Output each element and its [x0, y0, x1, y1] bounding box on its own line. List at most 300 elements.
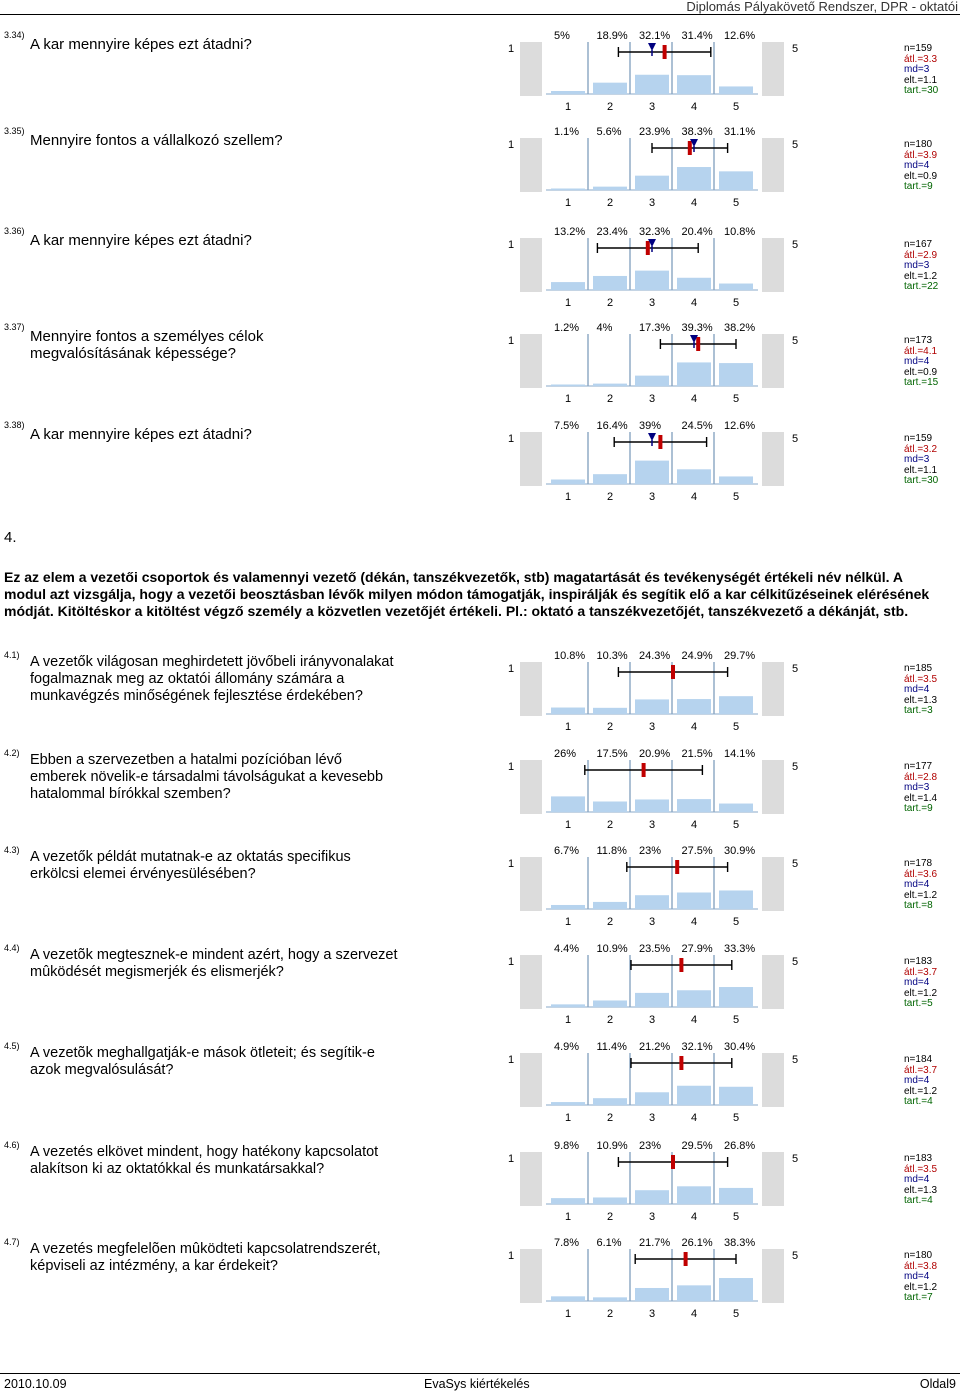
- distribution-bar: [593, 1197, 627, 1204]
- percent-label: 20.9%: [639, 748, 671, 760]
- percent-label: 26.1%: [681, 1237, 713, 1249]
- stat-mean: átl.=2.9: [904, 249, 938, 261]
- question-text: A kar mennyire képes ezt átadni?: [30, 426, 252, 443]
- stat-abstain: tart.=8: [904, 900, 933, 912]
- percent-label: 31.1%: [724, 126, 756, 138]
- stat-n: n=159: [904, 433, 933, 444]
- stat-abstain: tart.=5: [904, 998, 933, 1010]
- mean-marker: [684, 1252, 688, 1266]
- distribution-bar: [635, 699, 669, 714]
- distribution-bar: [677, 75, 711, 94]
- scale-max-label: 5: [792, 1153, 799, 1165]
- scale-tick-label: 3: [649, 297, 656, 309]
- scale-tick-label: 2: [607, 916, 614, 928]
- scale-min-block: [520, 138, 542, 192]
- distribution-bar: [551, 189, 585, 191]
- question-number: 3.34): [4, 30, 25, 40]
- scale-tick-label: 1: [565, 1112, 572, 1124]
- scale-tick-label: 1: [565, 1308, 572, 1320]
- scale-tick-label: 5: [733, 197, 740, 209]
- stat-n: n=167: [904, 239, 933, 250]
- percent-label: 4%: [596, 322, 613, 334]
- percent-label: 10.8%: [554, 650, 586, 662]
- question-text: A vezetõk megtesznek-e mindent azért, hogy a szervezet mûködését megismerjék és elismerjék?: [30, 947, 398, 980]
- question-number: 3.38): [4, 420, 25, 430]
- distribution-bar: [551, 796, 585, 812]
- percent-label: 13.2%: [554, 226, 586, 238]
- stats-block: [904, 44, 938, 97]
- distribution-bar: [551, 708, 585, 714]
- percent-label: 38.3%: [681, 126, 713, 138]
- question-number: 3.36): [4, 226, 25, 236]
- scale-tick-label: 4: [691, 393, 698, 405]
- scale-tick-label: 1: [565, 1014, 572, 1026]
- stat-mean: átl.=3.9: [904, 149, 938, 161]
- scale-tick-label: 5: [733, 1014, 740, 1026]
- percent-label: 29.5%: [681, 1140, 713, 1152]
- scale-max-label: 5: [792, 433, 799, 445]
- distribution-bar: [719, 476, 753, 484]
- distribution-bar: [551, 480, 585, 485]
- scale-max-block: [762, 1053, 784, 1107]
- distribution-chart: [500, 1039, 800, 1130]
- scale-min-label: 1: [508, 335, 515, 347]
- stat-mean: átl.=4.1: [904, 345, 938, 357]
- percent-label: 16.4%: [596, 420, 628, 432]
- stat-mean: átl.=3.2: [904, 443, 938, 455]
- footer-page: Oldal9: [919, 1377, 956, 1391]
- distribution-bar: [635, 1288, 669, 1301]
- stat-n: n=180: [904, 139, 933, 150]
- distribution-chart: [500, 418, 800, 509]
- scale-min-label: 1: [508, 1250, 515, 1262]
- scale-tick-label: 1: [565, 393, 572, 405]
- stat-sd: elt.=0.9: [904, 366, 938, 378]
- scale-min-label: 1: [508, 663, 515, 675]
- scale-min-block: [520, 955, 542, 1009]
- percent-label: 26%: [554, 748, 577, 760]
- scale-tick-label: 3: [649, 721, 656, 733]
- document-header-title: Diplomás Pályakövető Rendszer, DPR - oktatói: [686, 0, 958, 14]
- mean-marker: [663, 45, 667, 59]
- stats-block: [904, 1154, 937, 1207]
- scale-tick-label: 4: [691, 491, 698, 503]
- scale-min-block: [520, 857, 542, 911]
- stat-abstain: tart.=4: [904, 1096, 933, 1108]
- stat-mean: átl.=2.8: [904, 771, 938, 783]
- distribution-bar: [719, 1087, 753, 1105]
- stat-n: n=159: [904, 43, 933, 54]
- percent-label: 24.9%: [681, 650, 713, 662]
- percent-label: 23%: [639, 1140, 662, 1152]
- scale-tick-label: 4: [691, 1112, 698, 1124]
- percent-label: 1.1%: [554, 126, 580, 138]
- distribution-bar: [593, 276, 627, 290]
- stat-sd: elt.=0.9: [904, 170, 938, 182]
- distribution-bar: [551, 905, 585, 909]
- distribution-bar: [593, 83, 627, 94]
- percent-label: 39.3%: [681, 322, 713, 334]
- percent-label: 4.9%: [554, 1041, 580, 1053]
- stat-n: n=184: [904, 1054, 933, 1065]
- scale-min-block: [520, 1152, 542, 1206]
- scale-tick-label: 4: [691, 916, 698, 928]
- stat-n: n=177: [904, 761, 933, 772]
- distribution-bar: [635, 176, 669, 190]
- scale-max-label: 5: [792, 1054, 799, 1066]
- percent-label: 17.5%: [596, 748, 628, 760]
- distribution-bar: [551, 1198, 585, 1204]
- distribution-bar: [677, 1285, 711, 1301]
- scale-tick-label: 5: [733, 101, 740, 113]
- scale-tick-label: 1: [565, 1211, 572, 1223]
- mean-marker: [671, 1155, 675, 1169]
- scale-min-block: [520, 1053, 542, 1107]
- stat-n: n=173: [904, 335, 933, 346]
- scale-max-label: 5: [792, 1250, 799, 1262]
- scale-max-block: [762, 955, 784, 1009]
- distribution-chart: [500, 224, 800, 315]
- percent-label: 10.3%: [596, 650, 628, 662]
- scale-max-label: 5: [792, 239, 799, 251]
- scale-min-block: [520, 334, 542, 388]
- scale-tick-label: 5: [733, 1308, 740, 1320]
- stat-abstain: tart.=4: [904, 1195, 933, 1207]
- footer-center: EvaSys kiértékelés: [424, 1377, 530, 1391]
- percent-label: 31.4%: [681, 30, 713, 42]
- question-text: A vezetõk meghallgatják-e mások ötleteit; és segítik-e azok megvalósulását?: [30, 1045, 375, 1078]
- stats-block: [904, 434, 938, 487]
- percent-label: 26.8%: [724, 1140, 756, 1152]
- section-number: 4.: [4, 529, 17, 546]
- question-number: 4.4): [4, 943, 20, 953]
- scale-tick-label: 5: [733, 721, 740, 733]
- percent-label: 10.9%: [596, 1140, 628, 1152]
- scale-tick-label: 2: [607, 491, 614, 503]
- scale-tick-label: 1: [565, 197, 572, 209]
- distribution-bar: [551, 282, 585, 290]
- distribution-bar: [677, 1186, 711, 1204]
- stat-abstain: tart.=30: [904, 475, 939, 487]
- stat-sd: elt.=1.3: [904, 694, 938, 706]
- scale-tick-label: 3: [649, 1112, 656, 1124]
- mean-marker: [675, 860, 679, 874]
- scale-max-block: [762, 1152, 784, 1206]
- stat-sd: elt.=1.2: [904, 889, 938, 901]
- percent-label: 21.2%: [639, 1041, 671, 1053]
- footer-divider: [0, 1373, 960, 1374]
- question-text: A kar mennyire képes ezt átadni?: [30, 36, 252, 53]
- distribution-bar: [719, 363, 753, 386]
- scale-max-label: 5: [792, 663, 799, 675]
- scale-tick-label: 2: [607, 297, 614, 309]
- percent-label: 17.3%: [639, 322, 671, 334]
- scale-tick-label: 3: [649, 393, 656, 405]
- section-intro: Ez az elem a vezetői csoportok és valamennyi vezető (dékán, tanszékvezetők, stb) magatartását és tevékenységét értékeli név nélkül. A modul azt vizsgálja, hogy a vezetői beosztásban lévők milyen módon támogatják, inspirálják és segítik elő a kar célkitűzéseinek elérésének módját. Kitöltéskor a kitöltést végző személy a közvetlen vezetőjét értékeli. Pl.: oktató a tanszékvezetőjét, tanszékvezető a dékánját, stb.: [4, 569, 930, 619]
- distribution-bar: [719, 1188, 753, 1204]
- stat-n: n=180: [904, 1250, 933, 1261]
- distribution-bar: [677, 278, 711, 290]
- scale-max-block: [762, 138, 784, 192]
- mean-marker: [679, 1056, 683, 1070]
- stat-median: md=4: [904, 356, 930, 368]
- distribution-bar: [635, 895, 669, 909]
- distribution-chart: [500, 1138, 800, 1229]
- stat-abstain: tart.=30: [904, 85, 939, 97]
- question-number: 3.37): [4, 322, 25, 332]
- percent-label: 32.1%: [639, 30, 671, 42]
- distribution-bar: [593, 708, 627, 714]
- question-number: 4.1): [4, 650, 20, 660]
- scale-max-label: 5: [792, 858, 799, 870]
- distribution-bar: [635, 376, 669, 386]
- distribution-bar: [677, 1086, 711, 1105]
- distribution-bar: [551, 385, 585, 387]
- percent-label: 12.6%: [724, 30, 756, 42]
- distribution-bar: [635, 993, 669, 1007]
- stat-n: n=183: [904, 956, 933, 967]
- scale-min-label: 1: [508, 1153, 515, 1165]
- distribution-chart: [500, 124, 800, 215]
- percent-label: 6.1%: [596, 1237, 622, 1249]
- question-number: 3.35): [4, 126, 25, 136]
- distribution-bar: [593, 474, 627, 484]
- percent-label: 38.3%: [724, 1237, 756, 1249]
- distribution-bar: [593, 384, 627, 386]
- question-text: Mennyire fontos a vállalkozó szellem?: [30, 132, 283, 149]
- stat-median: md=4: [904, 160, 930, 172]
- stat-mean: átl.=3.7: [904, 1064, 938, 1076]
- stats-block: [904, 1251, 937, 1304]
- scale-max-block: [762, 857, 784, 911]
- percent-label: 5.6%: [596, 126, 622, 138]
- scale-min-block: [520, 238, 542, 292]
- distribution-bar: [677, 167, 711, 190]
- scale-max-block: [762, 1249, 784, 1303]
- distribution-chart: [500, 320, 800, 411]
- distribution-bar: [635, 271, 669, 290]
- percent-label: 32.1%: [681, 1041, 713, 1053]
- distribution-bar: [719, 804, 753, 812]
- distribution-bar: [719, 1278, 753, 1301]
- stat-sd: elt.=1.2: [904, 1085, 938, 1097]
- stat-median: md=4: [904, 977, 930, 989]
- distribution-bar: [551, 1102, 585, 1105]
- scale-tick-label: 3: [649, 491, 656, 503]
- stat-median: md=3: [904, 64, 930, 76]
- percent-label: 21.5%: [681, 748, 713, 760]
- mean-marker: [646, 241, 650, 255]
- percent-label: 24.5%: [681, 420, 713, 432]
- mean-marker: [671, 665, 675, 679]
- scale-tick-label: 1: [565, 297, 572, 309]
- stats-block: [904, 859, 937, 912]
- question-text: A vezetés megfelelõen mûködteti kapcsolatrendszerét, képviseli az intézmény, a kar érdekeit?: [30, 1241, 381, 1274]
- stat-abstain: tart.=3: [904, 705, 933, 717]
- question-text: A vezetők példát mutatnak-e az oktatás specifikus erkölcsi elemei érvényesülésében?: [30, 849, 351, 882]
- scale-max-label: 5: [792, 761, 799, 773]
- distribution-bar: [677, 699, 711, 714]
- stat-n: n=178: [904, 858, 933, 869]
- distribution-bar: [635, 75, 669, 94]
- stats-block: [904, 140, 937, 193]
- scale-tick-label: 5: [733, 1211, 740, 1223]
- scale-tick-label: 2: [607, 101, 614, 113]
- stat-abstain: tart.=9: [904, 803, 933, 815]
- scale-tick-label: 2: [607, 1112, 614, 1124]
- stat-median: md=4: [904, 684, 930, 696]
- stat-median: md=3: [904, 454, 930, 466]
- distribution-chart: [500, 941, 800, 1032]
- distribution-bar: [719, 696, 753, 714]
- question-text: A vezetés elkövet mindent, hogy hatékony kapcsolatot alakítson ki az oktatókkal és munkatársakkal?: [30, 1144, 379, 1177]
- stats-block: [904, 957, 937, 1010]
- scale-max-block: [762, 760, 784, 814]
- distribution-bar: [593, 1000, 627, 1007]
- scale-tick-label: 1: [565, 721, 572, 733]
- stat-median: md=4: [904, 1075, 930, 1087]
- stat-median: md=4: [904, 1271, 930, 1283]
- distribution-bar: [719, 890, 753, 909]
- scale-max-block: [762, 662, 784, 716]
- percent-label: 6.7%: [554, 845, 580, 857]
- stats-block: [904, 240, 938, 293]
- scale-tick-label: 4: [691, 1308, 698, 1320]
- scale-tick-label: 1: [565, 101, 572, 113]
- percent-label: 11.4%: [596, 1041, 627, 1053]
- scale-tick-label: 2: [607, 1211, 614, 1223]
- scale-tick-label: 3: [649, 1014, 656, 1026]
- scale-tick-label: 5: [733, 491, 740, 503]
- scale-tick-label: 3: [649, 197, 656, 209]
- scale-max-label: 5: [792, 139, 799, 151]
- mean-marker: [658, 435, 662, 449]
- scale-tick-label: 3: [649, 916, 656, 928]
- question-number: 4.5): [4, 1041, 20, 1051]
- distribution-bar: [551, 1004, 585, 1007]
- distribution-bar: [719, 284, 753, 290]
- distribution-bar: [635, 799, 669, 812]
- scale-min-label: 1: [508, 858, 515, 870]
- stat-sd: elt.=1.1: [904, 464, 938, 476]
- percent-label: 23.4%: [596, 226, 628, 238]
- scale-max-block: [762, 432, 784, 486]
- distribution-bar: [593, 902, 627, 909]
- scale-tick-label: 1: [565, 916, 572, 928]
- mean-marker: [688, 141, 692, 155]
- percent-label: 39%: [639, 420, 662, 432]
- stat-mean: átl.=3.6: [904, 868, 938, 880]
- percent-label: 23.5%: [639, 943, 671, 955]
- scale-min-block: [520, 760, 542, 814]
- percent-label: 24.3%: [639, 650, 671, 662]
- scale-tick-label: 1: [565, 491, 572, 503]
- mean-marker: [679, 958, 683, 972]
- question-number: 4.6): [4, 1140, 20, 1150]
- scale-max-block: [762, 334, 784, 388]
- scale-tick-label: 3: [649, 1211, 656, 1223]
- distribution-bar: [635, 1092, 669, 1105]
- question-number: 4.2): [4, 748, 20, 758]
- distribution-bar: [593, 802, 627, 813]
- question-text: A vezetők világosan meghirdetett jövőbeli irányvonalakat fogalmaznak meg az oktatói állomány számára a munkavégzés minőségének fejlesztése érdekében?: [30, 654, 394, 704]
- distribution-bar: [677, 893, 711, 910]
- percent-label: 11.8%: [596, 845, 627, 857]
- stat-mean: átl.=3.3: [904, 53, 938, 65]
- stat-mean: átl.=3.5: [904, 1163, 938, 1175]
- stat-median: md=4: [904, 1174, 930, 1186]
- scale-tick-label: 5: [733, 297, 740, 309]
- question-number: 4.3): [4, 845, 20, 855]
- scale-tick-label: 5: [733, 393, 740, 405]
- scale-tick-label: 2: [607, 393, 614, 405]
- distribution-bar: [719, 987, 753, 1007]
- stat-median: md=4: [904, 879, 930, 891]
- percent-label: 1.2%: [554, 322, 580, 334]
- scale-tick-label: 4: [691, 101, 698, 113]
- distribution-bar: [593, 1297, 627, 1301]
- scale-min-label: 1: [508, 956, 515, 968]
- percent-label: 7.8%: [554, 1237, 580, 1249]
- stat-median: md=3: [904, 782, 930, 794]
- footer-date: 2010.10.09: [4, 1377, 67, 1391]
- stat-sd: elt.=1.1: [904, 74, 938, 86]
- percent-label: 12.6%: [724, 420, 756, 432]
- percent-label: 18.9%: [596, 30, 628, 42]
- distribution-bar: [677, 990, 711, 1007]
- distribution-bar: [593, 1098, 627, 1105]
- stat-abstain: tart.=15: [904, 377, 939, 389]
- scale-tick-label: 2: [607, 1308, 614, 1320]
- percent-label: 21.7%: [639, 1237, 671, 1249]
- stat-mean: átl.=3.8: [904, 1260, 938, 1272]
- distribution-chart: [500, 746, 800, 837]
- percent-label: 27.9%: [681, 943, 713, 955]
- distribution-bar: [635, 461, 669, 484]
- stat-abstain: tart.=9: [904, 181, 933, 193]
- mean-marker: [642, 763, 646, 777]
- percent-label: 23.9%: [639, 126, 671, 138]
- stat-sd: elt.=1.2: [904, 270, 938, 282]
- distribution-bar: [719, 86, 753, 94]
- median-marker: [648, 433, 656, 441]
- distribution-bar: [677, 362, 711, 386]
- scale-max-block: [762, 42, 784, 96]
- median-marker: [648, 43, 656, 51]
- stat-n: n=183: [904, 1153, 933, 1164]
- stat-sd: elt.=1.3: [904, 1184, 938, 1196]
- percent-label: 32.3%: [639, 226, 671, 238]
- distribution-chart: [500, 648, 800, 739]
- stats-block: [904, 664, 937, 717]
- stats-block: [904, 336, 938, 389]
- distribution-chart: [500, 28, 800, 119]
- question-number: 4.7): [4, 1237, 20, 1247]
- stat-sd: elt.=1.2: [904, 1281, 938, 1293]
- scale-tick-label: 2: [607, 721, 614, 733]
- stat-abstain: tart.=22: [904, 281, 939, 293]
- percent-label: 14.1%: [724, 748, 756, 760]
- percent-label: 23%: [639, 845, 662, 857]
- scale-min-block: [520, 432, 542, 486]
- stat-n: n=185: [904, 663, 933, 674]
- percent-label: 4.4%: [554, 943, 580, 955]
- scale-min-block: [520, 1249, 542, 1303]
- stat-sd: elt.=1.4: [904, 792, 938, 804]
- distribution-bar: [551, 1296, 585, 1301]
- scale-min-block: [520, 42, 542, 96]
- percent-label: 33.3%: [724, 943, 756, 955]
